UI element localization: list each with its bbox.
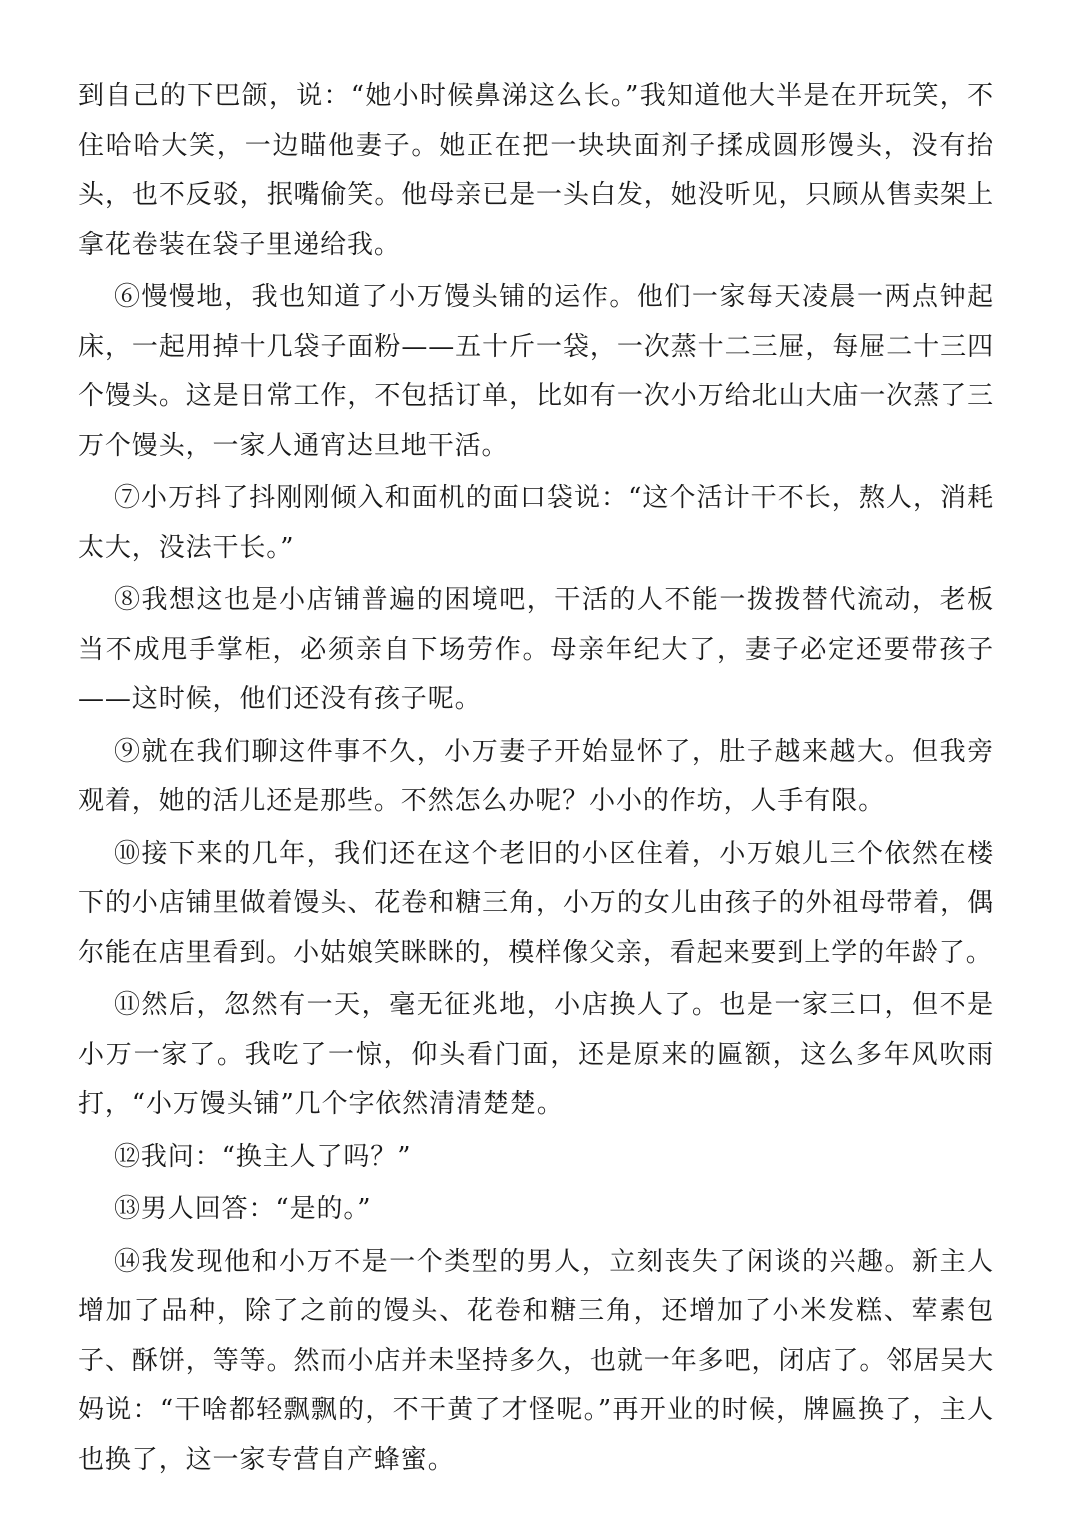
paragraph-12: ⑫我问：“换主人了吗？”	[114, 1141, 412, 1172]
article-body	[78, 72, 994, 1488]
paragraph-7: ⑦小万抖了抖刚刚倾入和面机的面口袋说：“这个活计干不长，熬人，消耗太大，没法干长。”	[78, 483, 994, 563]
paragraph-14: ⑭我发现他和小万不是一个类型的男人，立刻丧失了闲谈的兴趣。新主人增加了品种，除了之前的馒头、花卷和糖三角，还增加了小米发糕、荤素包子、酥饼，等等。然而小店并未坚持多久，也就一年多吧，闭店了。邻居吴大妈说：“干啥都轻飘飘的，不干黄了才怪呢。”再开业的时候，牌匾换了，主人也换了，这一家专营自产蜂蜜。	[78, 1246, 994, 1475]
paragraph-9: ⑨就在我们聊这件事不久，小万妻子开始显怀了，肚子越来越大。但我旁观着，她的活儿还是那些。不然怎么办呢？小小的作坊，人手有限。	[78, 736, 994, 816]
paragraph-8: ⑧我想这也是小店铺普遍的困境吧，干活的人不能一拨拨替代流动，老板当不成甩手掌柜，必须亲自下场劳作。母亲年纪大了，妻子必定还要带孩子——这时候，他们还没有孩子呢。	[78, 585, 994, 714]
paragraph-13: ⑬男人回答：“是的。”	[114, 1194, 372, 1224]
paragraph-10: ⑩接下来的几年，我们还在这个老旧的小区住着，小万娘儿三个依然在楼下的小店铺里做着馒头、花卷和糖三角，小万的女儿由孩子的外祖母带着，偶尔能在店里看到。小姑娘笑眯眯的，模样像父亲，看起来要到上学的年龄了。	[78, 838, 994, 968]
paragraph-continued: 到自己的下巴颌，说：“她小时候鼻涕这么长。”我知道他大半是在开玩笑，不住哈哈大笑，一边瞄他妻子。她正在把一块块面剂子揉成圆形馒头，没有抬头，也不反驳，抿嘴偷笑。他母亲已是一头白发，她没听见，只顾从售卖架上拿花卷装在袋子里递给我。	[78, 81, 994, 260]
paragraph-11: ⑪然后，忽然有一天，毫无征兆地，小店换人了。也是一家三口，但不是小万一家了。我吃了一惊，仰头看门面，还是原来的匾额，这么多年风吹雨打，“小万馒头铺”几个字依然清清楚楚。	[78, 990, 994, 1119]
paragraph-6: ⑥慢慢地，我也知道了小万馒头铺的运作。他们一家每天凌晨一两点钟起床，一起用掉十几袋子面粉——五十斤一袋，一次蒸十二三屉，每屉二十三四个馒头。这是日常工作，不包括订单，比如有一次小万给北山大庙一次蒸了三万个馒头，一家人通宵达旦地干活。	[78, 282, 994, 461]
